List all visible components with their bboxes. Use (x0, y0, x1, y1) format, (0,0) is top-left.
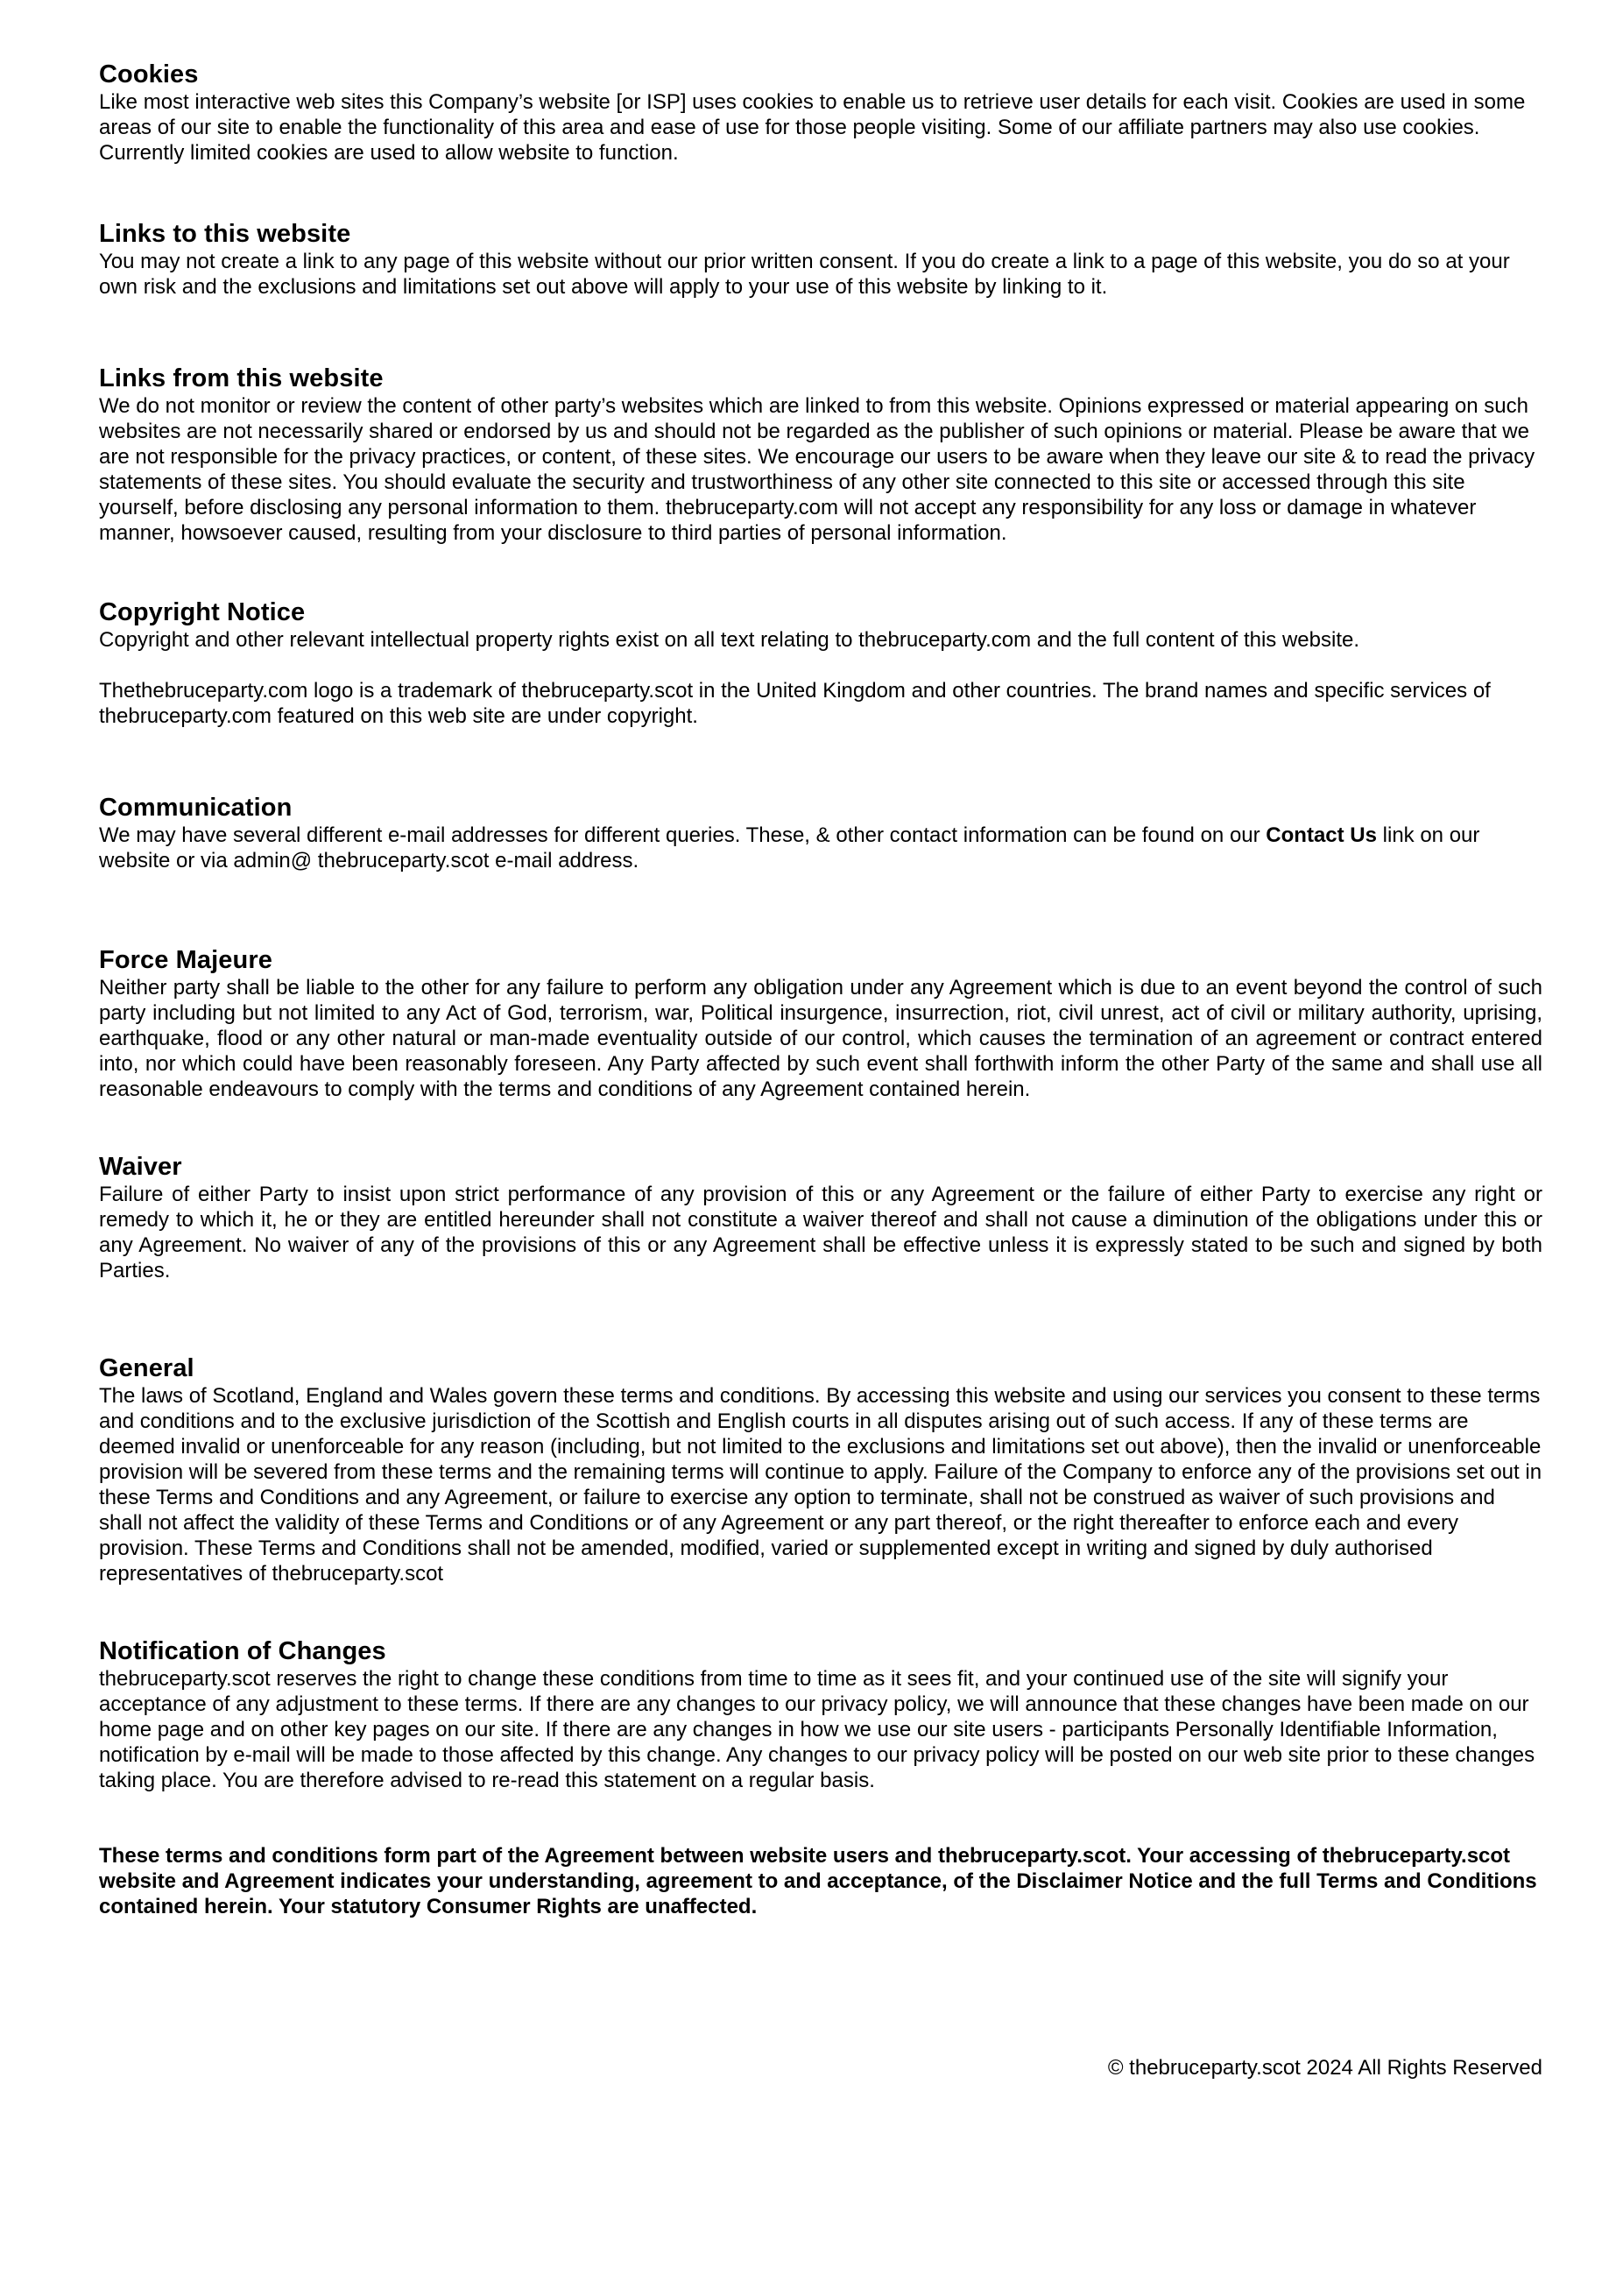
section-heading: Waiver (99, 1153, 182, 1181)
section-heading: Cookies (99, 60, 199, 88)
section-body: You may not create a link to any page of this website without our prior written consent. If you do create a link to a page of this website, you do so at your own risk and the exclusions and limitations set out above will apply to your use of this website by linking to it. (99, 250, 1510, 299)
section-body: Neither party shall be liable to the other for any failure to perform any obligation under any Agreement which is due to an event beyond the control of such party including but not limited to any Act of God, terrorism, war, Political insurgence, insurrection, riot, civil unrest, act of civil or military authority, uprising, earthquake, flood or any other natural or man-made eventuality outside of our control, which causes the termination of an agreement or contract entered into, nor which could have been reasonably foreseen. Any Party affected by such event shall forthwith inform the other Party of the same and shall use all reasonable endeavours to comply with the terms and conditions of any Agreement contained herein. (99, 976, 1542, 1101)
section-body: Like most interactive web sites this Company’s website [or ISP] uses cookies to enable us to retrieve user details for each visit. Cookies are used in some areas of our site to enable the functionality of this area and ease of use for those people visiting. Some of our affiliate partners may also use cookies. Currently limited cookies are used to allow website to function. (99, 90, 1526, 165)
section-force-majeure (99, 945, 1542, 1102)
section-body: Thethebruceparty.com logo is a trademark of thebruceparty.scot in the United Kingdom and other countries. The brand names and specific services of thebruceparty.com featured on this web site are under copyright. (99, 679, 1491, 728)
section-communication (99, 793, 1542, 873)
section-heading: Notification of Changes (99, 1637, 386, 1665)
section-body: Failure of either Party to insist upon strict performance of any provision of this or any Agreement or the failure of either Party to exercise any right or remedy to which it, he or they are entitled hereunder shall not constitute a waiver thereof and shall not cause a diminution of the obligations under this or any Agreement. No waiver of any of the provisions of this or any Agreement shall be effective unless it is expressly stated to be such and signed by both Parties. (99, 1183, 1542, 1282)
section-heading: Communication (99, 794, 293, 822)
section-heading: Copyright Notice (99, 598, 306, 626)
section-body: We do not monitor or review the content of other party’s websites which are linked to from this website. Opinions expressed or material appearing on such websites are not necessarily shared or endorsed by us and should not be regarded as the publisher of such opinions or material. Please be aware that we are not responsible for the privacy practices, or content, of these sites. We encourage our users to be aware when they leave our site & to read the privacy statements of these sites. You should evaluate the security and trustworthiness of any other site connected to this site or accessed through this site yourself, before disclosing any personal information to them. thebruceparty.com will not accept any responsibility for any loss or damage in whatever manner, howsoever caused, resulting from your disclosure to third parties of personal information. (99, 394, 1535, 545)
section-links-from (99, 364, 1542, 546)
section-heading: Links to this website (99, 220, 351, 248)
contact-us-link[interactable]: Contact Us (1266, 823, 1377, 847)
section-body (99, 823, 1542, 873)
section-notification-of-changes (99, 1636, 1542, 1793)
section-heading: General (99, 1354, 194, 1382)
section-links-to (99, 219, 1542, 300)
section-general (99, 1353, 1542, 1586)
copyright-footer: © thebruceparty.scot 2024 All Rights Reserved (1107, 2056, 1542, 2080)
section-heading: Force Majeure (99, 946, 272, 974)
section-cookies (99, 60, 1542, 166)
closing-statement (99, 1843, 1542, 1919)
section-copyright-notice (99, 597, 1542, 729)
section-waiver (99, 1152, 1542, 1283)
section-body: The laws of Scotland, England and Wales govern these terms and conditions. By accessing this website and using our services you consent to these terms and conditions and to the exclusive jurisdiction of the Scottish and English courts in all disputes arising out of such access. If any of these terms are deemed invalid or unenforceable for any reason (including, but not limited to the exclusions and limitations set out above), then the invalid or unenforceable provision will be severed from these terms and the remaining terms will continue to apply. Failure of the Company to enforce any of the provisions set out in these Terms and Conditions and any Agreement, or failure to exercise any option to terminate, shall not be construed as waiver of such provisions and shall not affect the validity of these Terms and Conditions or of any Agreement or any part thereof, or the right thereafter to enforce each and every provision. These Terms and Conditions shall not be amended, modified, varied or supplemented except in writing and signed by duly authorised representatives of thebruceparty.scot (99, 1384, 1542, 1586)
section-body: Copyright and other relevant intellectual property rights exist on all text relating to thebruceparty.com and the full content of this website. (99, 628, 1360, 652)
section-heading: Links from this website (99, 364, 384, 392)
closing-statement-text: These terms and conditions form part of the Agreement between website users and thebruceparty.scot. Your accessing of thebruceparty.scot website and Agreement indicates your understanding, agreement to and acceptance, of the Disclaimer Notice and the full Terms and Conditions contained herein. Your statutory Consumer Rights are unaffected. (99, 1844, 1537, 1918)
section-body: thebruceparty.scot reserves the right to change these conditions from time to time as it sees fit, and your continued use of the site will signify your acceptance of any adjustment to these terms. If there are any changes to our privacy policy, we will announce that these changes have been made on our home page and on other key pages on our site. If there are any changes in how we use our site users - participants Personally Identifiable Information, notification by e-mail will be made to those affected by this change. Any changes to our privacy policy will be posted on our web site prior to these changes taking place. You are therefore advised to re-read this statement on a regular basis. (99, 1667, 1535, 1792)
body-text: We may have several different e-mail addresses for different queries. These, & other contact information can be found on our (99, 823, 1267, 847)
body-text: link on our website or via admin@ thebruceparty.scot e-mail address. (99, 823, 1480, 872)
